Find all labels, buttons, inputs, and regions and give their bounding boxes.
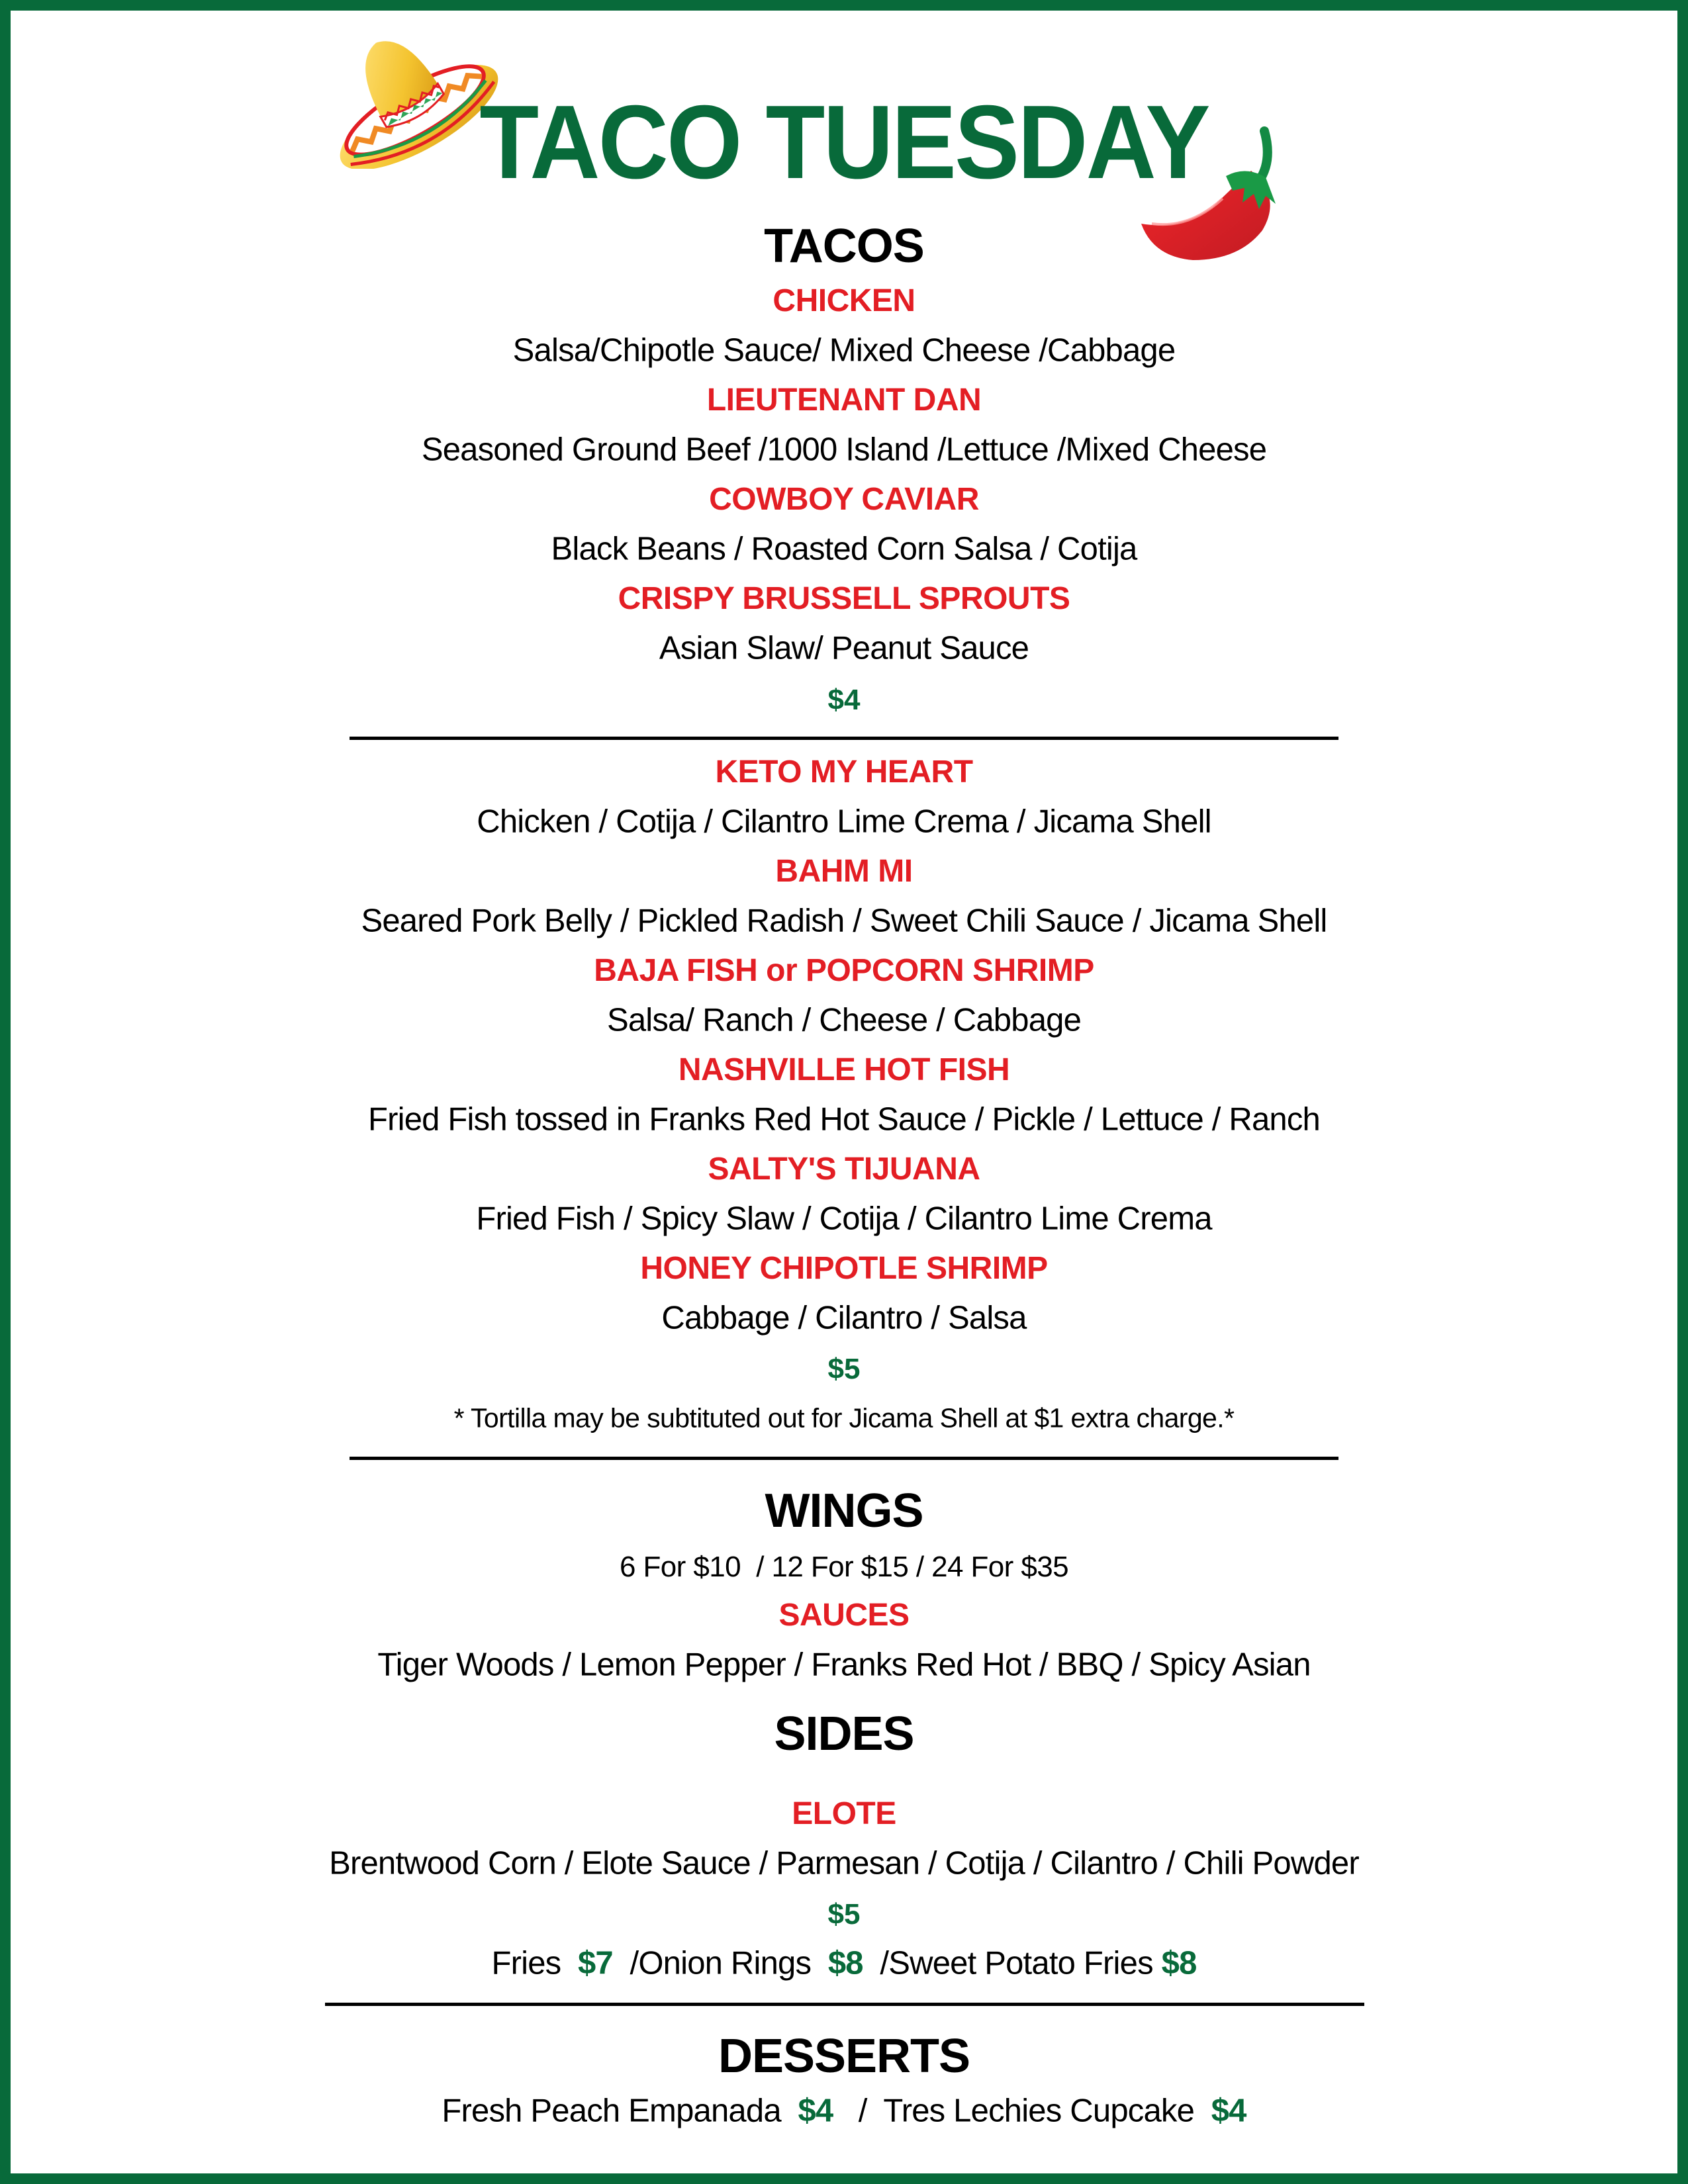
side-name: Fries xyxy=(491,1945,561,1981)
separator: / xyxy=(858,2093,867,2129)
menu-item-name: LIEUTENANT DAN xyxy=(706,383,982,418)
section-heading-wings: WINGS xyxy=(765,1484,923,1537)
sides-extras xyxy=(0,1945,1688,1981)
menu-item-name: COWBOY CAVIAR xyxy=(709,482,979,517)
sauces-list: Tiger Woods / Lemon Pepper / Franks Red Hot / BBQ / Spicy Asian xyxy=(377,1647,1311,1683)
menu-item-name: BAHM MI xyxy=(775,854,913,889)
page-title: TACO TUESDAY xyxy=(479,84,1209,201)
menu-item-name: CRISPY BRUSSELL SPROUTS xyxy=(618,581,1070,616)
menu-item-description: Fried Fish / Spicy Slaw / Cotija / Cilantro Lime Crema xyxy=(476,1201,1212,1237)
dessert-price: $4 xyxy=(1211,2093,1246,2129)
menu-item-description: Chicken / Cotija / Cilantro Lime Crema / Jicama Shell xyxy=(477,803,1211,840)
menu-item-name: HONEY CHIPOTLE SHRIMP xyxy=(640,1251,1048,1286)
menu-item-description: Brentwood Corn / Elote Sauce / Parmesan / Cotija / Cilantro / Chili Powder xyxy=(329,1845,1359,1882)
sauces-label: SAUCES xyxy=(778,1598,910,1633)
group-price: $4 xyxy=(827,684,861,716)
menu-item-description: Salsa/ Ranch / Cheese / Cabbage xyxy=(606,1002,1082,1038)
section-divider xyxy=(325,2003,1364,2006)
menu-item-name: SALTY'S TIJUANA xyxy=(708,1152,980,1187)
section-heading-sides: SIDES xyxy=(774,1707,914,1760)
wings-pricing: 6 For $10 / 12 For $15 / 24 For $35 xyxy=(620,1551,1068,1583)
side-name: Sweet Potato Fries xyxy=(888,1945,1153,1981)
menu-item-description: Cabbage / Cilantro / Salsa xyxy=(661,1300,1027,1336)
section-heading-tacos: TACOS xyxy=(764,220,924,273)
dessert-price: $4 xyxy=(798,2093,833,2129)
group-price: $5 xyxy=(827,1353,861,1385)
menu-item-description: Seasoned Ground Beef /1000 Island /Lettuce /Mixed Cheese xyxy=(421,432,1267,468)
jicama-note: * Tortilla may be subtituted out for Jicama Shell at $1 extra charge.* xyxy=(453,1402,1235,1433)
menu-item-description: Black Beans / Roasted Corn Salsa / Cotija xyxy=(551,531,1137,567)
dessert-name: Fresh Peach Empanada xyxy=(442,2093,781,2129)
menu-item-name: KETO MY HEART xyxy=(715,754,973,790)
desserts-list xyxy=(0,2095,1688,2128)
dessert-name: Tres Lechies Cupcake xyxy=(883,2093,1195,2129)
side-name: Onion Rings xyxy=(638,1945,812,1981)
menu-item-name: BAJA FISH or POPCORN SHRIMP xyxy=(594,953,1094,988)
section-divider xyxy=(350,737,1338,740)
separator: / xyxy=(630,1945,639,1981)
menu-item-description: Fried Fish tossed in Franks Red Hot Sauce / Pickle / Lettuce / Ranch xyxy=(367,1101,1321,1138)
separator: / xyxy=(880,1945,889,1981)
menu-item-description: Seared Pork Belly / Pickled Radish / Sweet Chili Sauce / Jicama Shell xyxy=(361,903,1327,939)
menu-item-description: Salsa/Chipotle Sauce/ Mixed Cheese /Cabbage xyxy=(512,332,1176,369)
menu-item-name: CHICKEN xyxy=(773,283,915,318)
section-divider xyxy=(350,1457,1338,1460)
group-price: $5 xyxy=(827,1898,861,1931)
menu-item-name: NASHVILLE HOT FISH xyxy=(678,1052,1010,1087)
side-price: $8 xyxy=(1161,1945,1197,1981)
side-price: $7 xyxy=(577,1945,613,1981)
menu-item-name: ELOTE xyxy=(792,1796,896,1831)
section-heading-desserts: DESSERTS xyxy=(718,2030,970,2083)
side-price: $8 xyxy=(827,1945,863,1981)
menu-item-description: Asian Slaw/ Peanut Sauce xyxy=(659,630,1029,666)
